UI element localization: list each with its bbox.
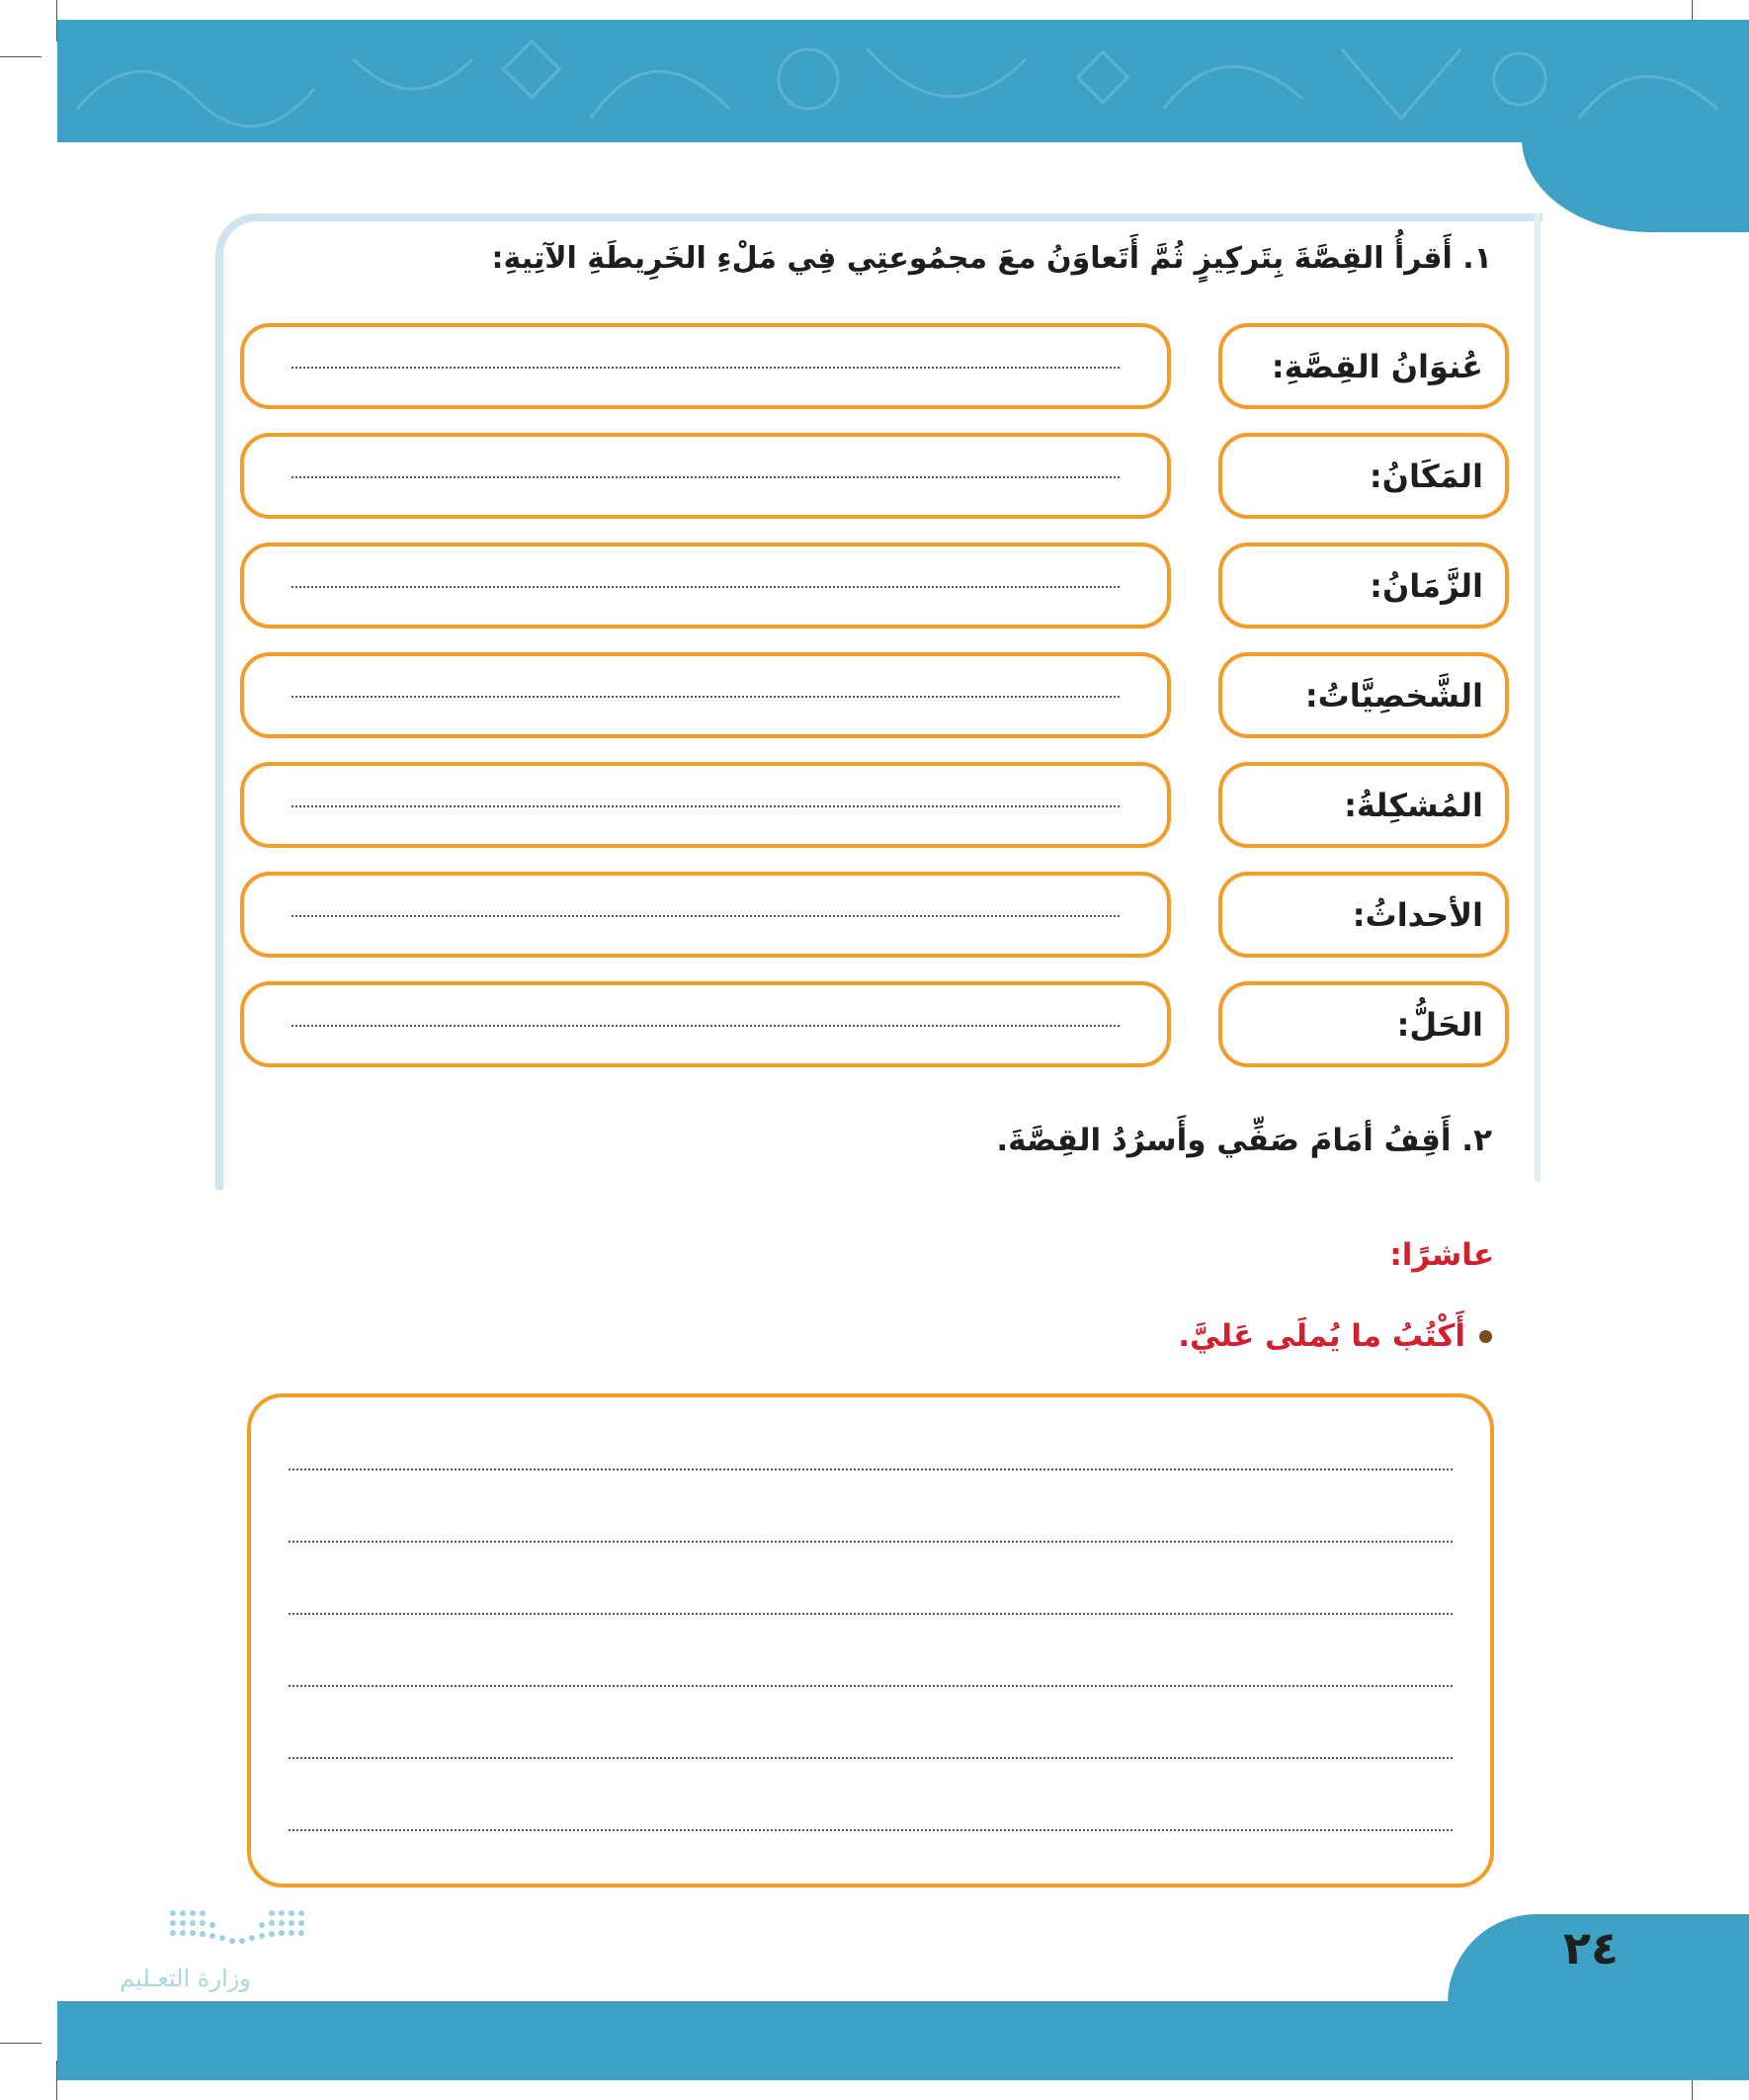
activity-panel-edge — [1535, 213, 1541, 1182]
bullet-icon — [1479, 1330, 1492, 1343]
dotted-line — [292, 805, 1120, 807]
row-label: المَكَانُ: — [1369, 457, 1483, 495]
writing-line[interactable] — [289, 1757, 1453, 1759]
ministry-logo-text: وزارة التعـليم — [120, 1965, 251, 1992]
row-label: المُشكِلةُ: — [1344, 786, 1483, 824]
ministry-of-education-logo-icon — [89, 1897, 336, 2016]
dotted-line — [292, 696, 1120, 698]
row-label: الزَّمَانُ: — [1370, 566, 1483, 605]
label-events — [1218, 872, 1509, 958]
dotted-line — [292, 476, 1120, 478]
label-characters — [1218, 652, 1509, 738]
answer-field-place[interactable] — [240, 433, 1171, 519]
answer-field-problem[interactable] — [240, 762, 1171, 848]
writing-line[interactable] — [289, 1613, 1453, 1615]
label-time — [1218, 543, 1509, 629]
row-label: الحَلُّ: — [1396, 1005, 1483, 1044]
label-place — [1218, 433, 1509, 519]
label-title — [1218, 323, 1509, 409]
label-solution — [1218, 981, 1509, 1067]
answer-field-time[interactable] — [240, 543, 1171, 629]
answer-field-solution[interactable] — [240, 981, 1171, 1067]
header-band — [57, 20, 1749, 142]
instruction-text: أَكْتُبُ ما يُملَى عَليَّ. — [1178, 1318, 1465, 1354]
writing-line[interactable] — [289, 1685, 1453, 1687]
row-label: الأحداثُ: — [1352, 895, 1483, 934]
arabic-calligraphy-pattern-icon — [57, 20, 1749, 142]
dotted-line — [292, 586, 1120, 588]
dotted-line — [292, 1025, 1120, 1027]
crop-mark — [0, 2043, 42, 2044]
answer-field-characters[interactable] — [240, 652, 1171, 738]
question-1: ١. أَقرأُ القِصَّةَ بِتَركِيزٍ ثُمَّ أَتَعاوَنُ معَ مجمُوعتِي فِي مَلْءِ الخَرِيطَةِ الآتِيةِ: — [491, 241, 1492, 276]
section-heading: عاشرًا: — [1389, 1237, 1494, 1273]
label-problem — [1218, 762, 1509, 848]
row-label: عُنوَانُ القِصَّةِ: — [1271, 347, 1483, 385]
answer-field-events[interactable] — [240, 872, 1171, 958]
answer-field-title[interactable] — [240, 323, 1171, 409]
writing-line[interactable] — [289, 1469, 1453, 1470]
writing-line[interactable] — [289, 1541, 1453, 1543]
crop-mark — [0, 56, 42, 57]
question-2: ٢. أَقِفُ أمَامَ صَفِّي وأَسرُدُ القِصَّةَ. — [996, 1123, 1492, 1158]
page-number: ٢٤ — [1562, 1921, 1620, 1974]
dotted-line — [292, 367, 1120, 369]
header-tail — [1522, 138, 1749, 232]
dictation-writing-box[interactable] — [247, 1393, 1494, 1888]
writing-line[interactable] — [289, 1829, 1453, 1831]
dictation-instruction — [1178, 1318, 1492, 1354]
dotted-line — [292, 915, 1120, 917]
row-label: الشَّخصِيَّاتُ: — [1304, 676, 1483, 714]
